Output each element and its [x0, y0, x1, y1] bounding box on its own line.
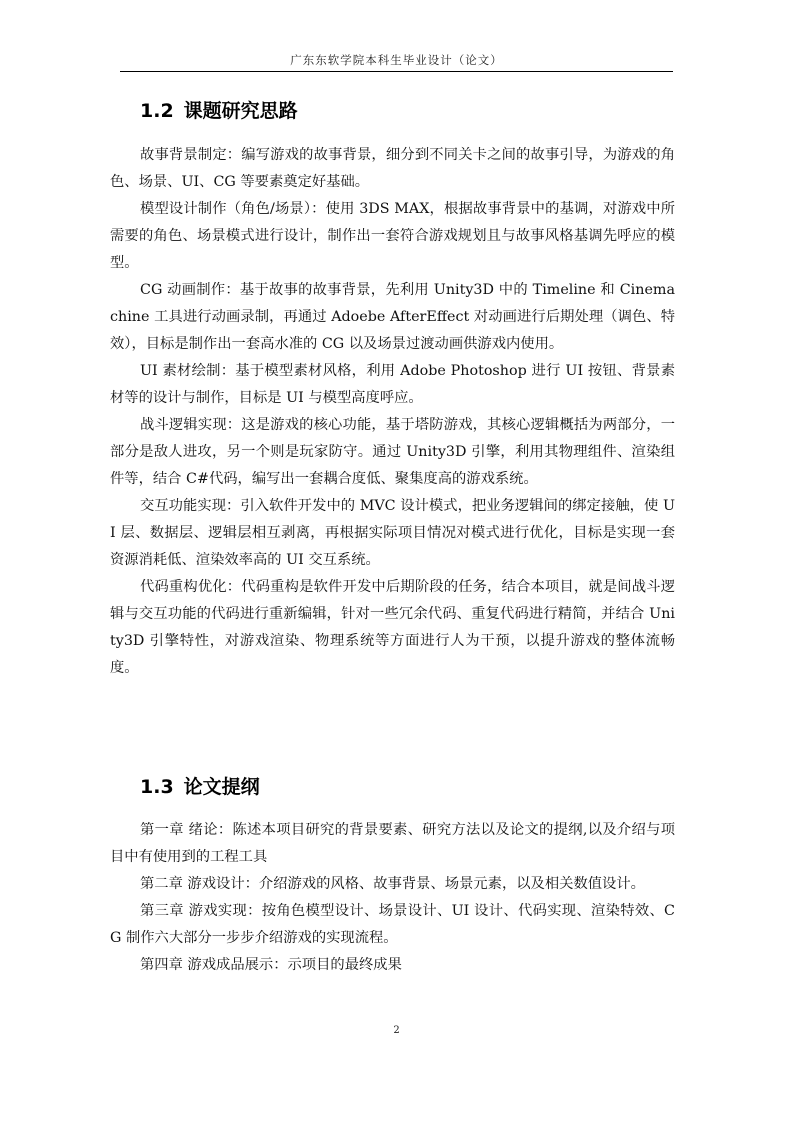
paragraph: CG 动画制作：基于故事的故事背景，先利用 Unity3D 中的 Timeline 和 Cinemachine 工具进行动画录制，再通过 Adoebe AfterEffect 对动画进行后期处理（调色、特效），目标是制作出一套高水准的 CG 以及场景过渡动画供游戏内使用。	[110, 282, 675, 352]
section-number: 1.2	[140, 100, 174, 122]
section-title: 论文提纲	[183, 776, 260, 798]
running-header: 广东东软学院本科生毕业设计（论文）	[290, 53, 503, 67]
paragraph: 模型设计制作（角色/场景）：使用 3DS MAX，根据故事背景中的基调，对游戏中所需要的角色、场景模式进行设计，制作出一套符合游戏规划且与故事风格基调先呼应的模型。	[110, 201, 675, 271]
paragraph: 第一章 绪论：陈述本项目研究的背景要素、研究方法以及论文的提纲,以及介绍与项目中有使用到的工程工具	[110, 822, 675, 865]
paragraph: 代码重构优化：代码重构是软件开发中后期阶段的任务，结合本项目，就是间战斗逻辑与交互功能的代码进行重新编辑，针对一些冗余代码、重复代码进行精简，并结合 Unity3D 引擎特性，对游戏渲染、物理系统等方面进行人为干预，以提升游戏的整体流畅度。	[110, 579, 675, 676]
paragraph: 战斗逻辑实现：这是游戏的核心功能，基于塔防游戏，其核心逻辑概括为两部分，一部分是敌人进攻，另一个则是玩家防守。通过 Unity3D 引擎，利用其物理组件、渲染组件等，结合 C#代码，编写出一套耦合度低、聚集度高的游戏系统。	[110, 417, 675, 487]
section-number: 1.3	[140, 776, 174, 798]
paragraph: 故事背景制定：编写游戏的故事背景，细分到不同关卡之间的故事引导，为游戏的角色、场景、UI、CG 等要素奠定好基础。	[110, 147, 675, 190]
section-title: 课题研究思路	[183, 100, 298, 122]
paragraph: 第三章 游戏实现：按角色模型设计、场景设计、UI 设计、代码实现、渲染特效、CG 制作六大部分一步步介绍游戏的实现流程。	[110, 903, 675, 946]
section-1-3-body	[110, 817, 675, 979]
paragraph: 交互功能实现：引入软件开发中的 MVC 设计模式，把业务逻辑间的绑定接触，使 UI 层、数据层、逻辑层相互剥离，再根据实际项目情况对模式进行优化，目标是实现一套资源消耗低、渲染效率高的 UI 交互系统。	[110, 498, 675, 568]
paragraph: UI 素材绘制：基于模型素材风格，利用 Adobe Photoshop 进行 UI 按钮、背景素材等的设计与制作，目标是 UI 与模型高度呼应。	[110, 363, 675, 406]
section-1-2-body	[110, 142, 675, 682]
header-rule	[120, 71, 673, 72]
page-number: 2	[393, 1025, 400, 1036]
section-heading-1-2	[140, 96, 298, 123]
paragraph: 第二章 游戏设计：介绍游戏的风格、故事背景、场景元素，以及相关数值设计。	[140, 876, 645, 892]
paragraph: 第四章 游戏成品展示：示项目的最终成果	[140, 957, 402, 973]
section-heading-1-3	[140, 772, 260, 799]
